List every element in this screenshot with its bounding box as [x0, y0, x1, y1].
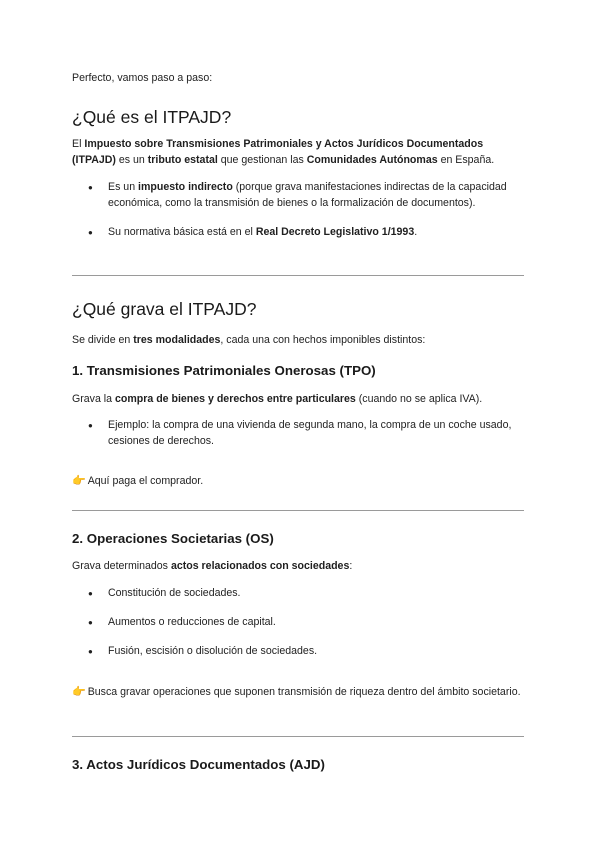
- paragraph-definition: El Impuesto sobre Transmisiones Patrimoniales y Actos Jurídicos Documentados (ITPAJD) es un tributo estatal que gestionan las Comunidades Autónomas en España.: [72, 138, 495, 166]
- divider: [72, 736, 524, 737]
- divider: [72, 510, 524, 511]
- subsection-title-ajd: 3. Actos Jurídicos Documentados (AJD): [72, 757, 325, 772]
- section-title-que-es: ¿Qué es el ITPAJD?: [72, 107, 232, 127]
- paragraph-os: Grava determinados actos relacionados con sociedades:: [72, 560, 353, 572]
- bullet-list-os-1: [72, 586, 524, 602]
- list-item: ● Es un impuesto indirecto (porque grava manifestaciones indirectas de la capacidad económica, como la transmisión de bienes o la formalización de documentos).: [72, 180, 524, 211]
- bullet-list-os-2: [72, 615, 524, 631]
- note-tpo: 👉 Aquí paga el comprador.: [72, 474, 524, 490]
- bullet-list-os-3: [72, 644, 524, 660]
- paragraph-tpo: Grava la compra de bienes y derechos entre particulares (cuando no se aplica IVA).: [72, 393, 483, 405]
- list-item: ● Ejemplo: la compra de una vivienda de segunda mano, la compra de un coche usado, cesiones de derechos.: [72, 418, 524, 449]
- list-item: ● Aumentos o reducciones de capital.: [72, 615, 524, 631]
- list-item: ● Constitución de sociedades.: [72, 586, 524, 602]
- bullet-list-tpo: [72, 418, 524, 449]
- list-item: ● Su normativa básica está en el Real Decreto Legislativo 1/1993.: [72, 225, 524, 241]
- divider: [72, 275, 524, 276]
- bullet-list-definition: [72, 180, 524, 211]
- list-item: ● Fusión, escisión o disolución de sociedades.: [72, 644, 524, 660]
- note-os: 👉 Busca gravar operaciones que suponen transmisión de riqueza dentro del ámbito societario.: [72, 685, 524, 701]
- section-title-que-grava: ¿Qué grava el ITPAJD?: [72, 299, 257, 319]
- subsection-title-os: 2. Operaciones Societarias (OS): [72, 531, 274, 546]
- pointing-hand-icon: 👉: [72, 475, 86, 487]
- intro-text: Perfecto, vamos paso a paso:: [72, 72, 213, 84]
- subsection-title-tpo: 1. Transmisiones Patrimoniales Onerosas (TPO): [72, 363, 376, 378]
- pointing-hand-icon: 👉: [72, 686, 86, 698]
- bullet-list-normativa: [72, 225, 524, 241]
- paragraph-modalidades: Se divide en tres modalidades, cada una con hechos imponibles distintos:: [72, 334, 426, 346]
